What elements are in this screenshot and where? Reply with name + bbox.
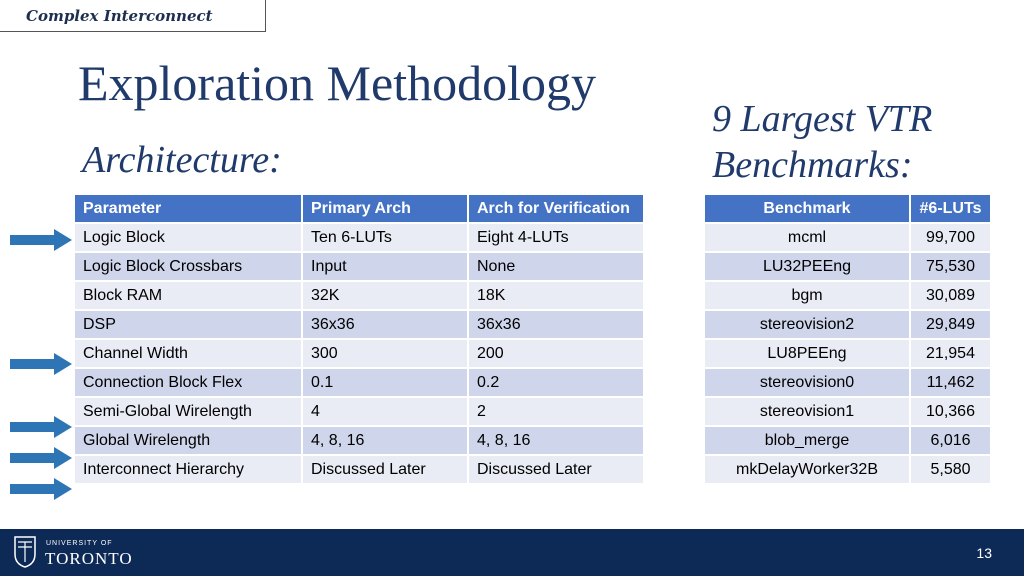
table-cell: DSP (75, 311, 301, 338)
architecture-table (73, 193, 645, 485)
table-cell: 4, 8, 16 (469, 427, 643, 454)
table-cell: 10,366 (911, 398, 990, 425)
table-row (705, 224, 990, 251)
table-row (705, 456, 990, 483)
arrow-right-icon (10, 416, 72, 438)
table-header-row (705, 195, 990, 222)
table-cell: 75,530 (911, 253, 990, 280)
table-cell: 11,462 (911, 369, 990, 396)
table-row (75, 427, 643, 454)
architecture-heading: Architecture: (82, 139, 282, 181)
benchmarks-table (703, 193, 992, 485)
table-row (75, 456, 643, 483)
table-cell: stereovision1 (705, 398, 909, 425)
table-cell: 36x36 (303, 311, 467, 338)
section-tag-label: Complex Interconnect (26, 7, 213, 25)
table-cell: Ten 6-LUTs (303, 224, 467, 251)
table-cell: Channel Width (75, 340, 301, 367)
table-row (75, 311, 643, 338)
table-row (705, 369, 990, 396)
arrow-right-icon (10, 353, 72, 375)
table-row (705, 340, 990, 367)
table-cell: Discussed Later (469, 456, 643, 483)
table-cell: None (469, 253, 643, 280)
university-crest-icon (14, 536, 36, 568)
table-cell: Logic Block Crossbars (75, 253, 301, 280)
table-cell: 18K (469, 282, 643, 309)
university-label-small: UNIVERSITY OF (46, 540, 113, 547)
table-cell: Eight 4-LUTs (469, 224, 643, 251)
table-row (75, 340, 643, 367)
table-cell: 29,849 (911, 311, 990, 338)
table-cell: 200 (469, 340, 643, 367)
column-header: Arch for Verification (469, 195, 643, 222)
page-number: 13 (976, 545, 992, 561)
table-cell: 0.2 (469, 369, 643, 396)
table-cell: LU8PEEng (705, 340, 909, 367)
table-row (705, 427, 990, 454)
arrow-right-icon (10, 229, 72, 251)
table-row (705, 311, 990, 338)
table-cell: 21,954 (911, 340, 990, 367)
table-cell: 30,089 (911, 282, 990, 309)
table-row (75, 224, 643, 251)
column-header: Parameter (75, 195, 301, 222)
university-label-big: TORONTO (45, 549, 133, 568)
table-cell: 4 (303, 398, 467, 425)
arrow-right-icon (10, 478, 72, 500)
table-cell: Semi-Global Wirelength (75, 398, 301, 425)
table-row (75, 398, 643, 425)
table-cell: 4, 8, 16 (303, 427, 467, 454)
benchmarks-heading-line2: Benchmarks: (712, 144, 913, 186)
table-cell: Input (303, 253, 467, 280)
table-row (705, 398, 990, 425)
section-tag (0, 0, 266, 32)
table-cell: 99,700 (911, 224, 990, 251)
table-cell: blob_merge (705, 427, 909, 454)
table-cell: stereovision0 (705, 369, 909, 396)
table-cell: 0.1 (303, 369, 467, 396)
table-cell: 5,580 (911, 456, 990, 483)
page-title: Exploration Methodology (78, 55, 596, 111)
table-cell: Logic Block (75, 224, 301, 251)
benchmarks-heading (712, 96, 932, 188)
table-cell: Discussed Later (303, 456, 467, 483)
table-cell: mkDelayWorker32B (705, 456, 909, 483)
table-cell: Connection Block Flex (75, 369, 301, 396)
table-row (705, 253, 990, 280)
column-header: #6-LUTs (911, 195, 990, 222)
column-header: Benchmark (705, 195, 909, 222)
table-cell: bgm (705, 282, 909, 309)
table-cell: Global Wirelength (75, 427, 301, 454)
column-header: Primary Arch (303, 195, 467, 222)
footer-bar (0, 529, 1024, 576)
arrow-right-icon (10, 447, 72, 469)
table-cell: 36x36 (469, 311, 643, 338)
table-cell: 300 (303, 340, 467, 367)
benchmarks-heading-line1: 9 Largest VTR (712, 98, 933, 140)
table-header-row (75, 195, 643, 222)
table-cell: LU32PEEng (705, 253, 909, 280)
table-row (705, 282, 990, 309)
table-cell: mcml (705, 224, 909, 251)
table-row (75, 369, 643, 396)
table-cell: 6,016 (911, 427, 990, 454)
table-cell: Block RAM (75, 282, 301, 309)
table-cell: Interconnect Hierarchy (75, 456, 301, 483)
table-row (75, 253, 643, 280)
table-cell: stereovision2 (705, 311, 909, 338)
table-row (75, 282, 643, 309)
table-cell: 2 (469, 398, 643, 425)
table-cell: 32K (303, 282, 467, 309)
